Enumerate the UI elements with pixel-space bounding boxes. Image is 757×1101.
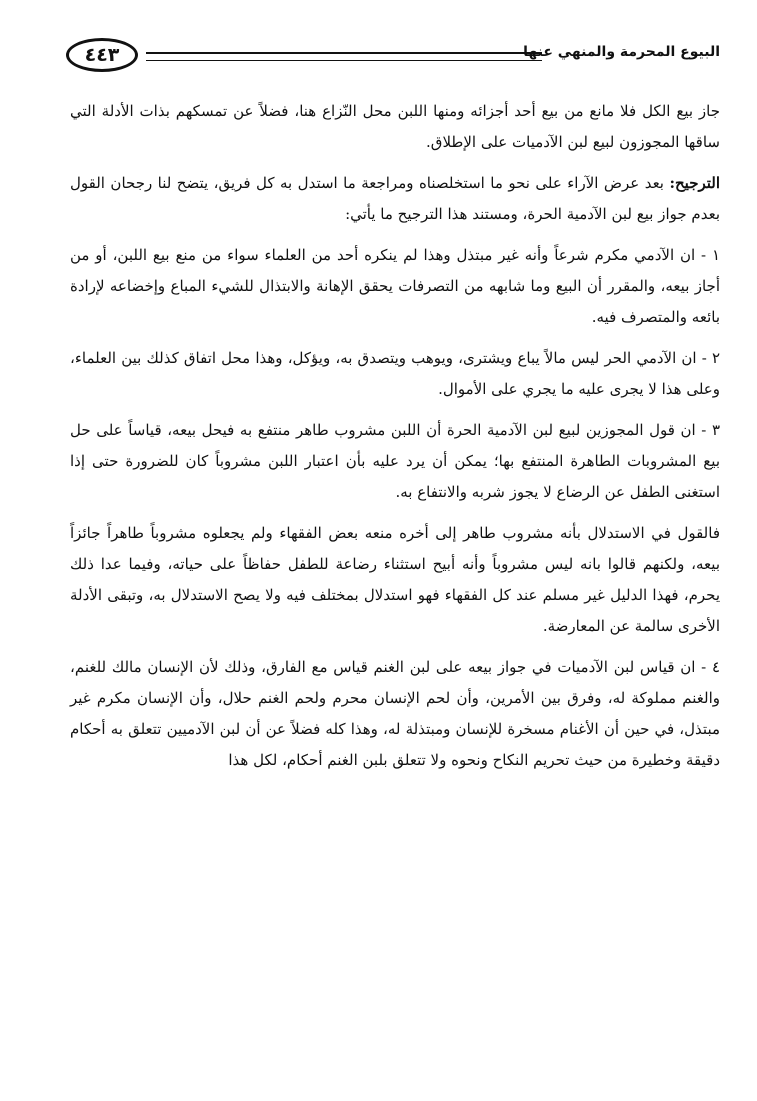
page-body — [70, 96, 720, 786]
page-header — [66, 40, 720, 76]
paragraph-1: جاز بيع الكل فلا مانع من بيع أحد أجزائه ومنها اللبن محل النّزاع هنا، فضلاً عن تمسكهم بذات الأدلة التي ساقها المجوزون لبيع لبن الآدميات على الإطلاق. — [70, 102, 720, 151]
page-number: ٤٤٣ — [66, 38, 138, 72]
header-rule — [146, 52, 542, 61]
tarjih-heading: الترجيح: — [669, 174, 721, 192]
running-title: البيوع المحرمة والمنهي عنها — [523, 44, 720, 60]
paragraph-point-3: ٣ - ان قول المجوزين لبيع لبن الآدمية الحرة أن اللبن مشروب طاهر منتفع به فيحل بيعه، قياساً على حل بيع المشروبات الطاهرة المنتفع بها؛ يمكن أن يرد عليه بأن اعتبار اللبن مشروباً كان للضرورة حتى إذا استغنى الطفل عن الرضاع لا يجوز شربه والانتفاع به. — [70, 421, 720, 501]
paragraph-point-4: ٤ - ان قياس لبن الآدميات في جواز بيعه على لبن الغنم قياس مع الفارق، وذلك لأن الإنسان مالك للغنم، والغنم مملوكة له، وفرق بين الأمرين، وأن لحم الإنسان محرم ولحم الغنم حلال، وأن الإنسان مكرم غير مبتذل، في حين أن الأغنام مسخرة للإنسان ومبتذلة له، وهذا كله فضلاً عن أن لبن الآدميين تتعلق به أحكام دقيقة وخطيرة من حيث تحريم النكاح ونحوه ولا تتعلق بلبن الغنم أحكام، لكل هذا — [70, 658, 720, 769]
paragraph-tarjih — [70, 168, 720, 230]
paragraph-rebuttal: فالقول في الاستدلال بأنه مشروب طاهر إلى أخره منعه بعض الفقهاء ولم يجعلوه مشروباً طاهراً جائزاً بيعه، ولكنهم قالوا بانه ليس مشروباً وأنه أبيح استثناء رضاعة للطفل حفاظاً على حياته، وفيما عدا ذلك يحرم، فهذا الدليل غير مسلم عند كل الفقهاء فهو استدلال بمختلف فيه ولا يصح الاستدلال به، وتبقى الأدلة الأخرى سالمة عن المعارضة. — [70, 524, 720, 635]
tarjih-text: بعد عرض الآراء على نحو ما استخلصناه ومراجعة ما استدل به كل فريق، يتضح لنا رجحان القول بعدم جواز بيع لبن الآدمية الحرة، ومستند هذا الترجيح ما يأتي: — [70, 174, 720, 223]
paragraph-point-1: ١ - ان الآدمي مكرم شرعاً وأنه غير مبتذل وهذا لم ينكره أحد من العلماء سواء من منع بيع اللبن، أو من أجاز بيعه، والمقرر أن البيع وما شابهه من التصرفات يحقق الإهانة والابتذال للشيء المباع وإخضاعه لإرادة بائعه والمتصرف فيه. — [70, 246, 720, 326]
paragraph-point-2: ٢ - ان الآدمي الحر ليس مالاً يباع ويشترى، ويوهب ويتصدق به، ويؤكل، وهذا محل اتفاق كذلك بين العلماء، وعلى هذا لا يجرى عليه ما يجري على الأموال. — [70, 349, 720, 398]
